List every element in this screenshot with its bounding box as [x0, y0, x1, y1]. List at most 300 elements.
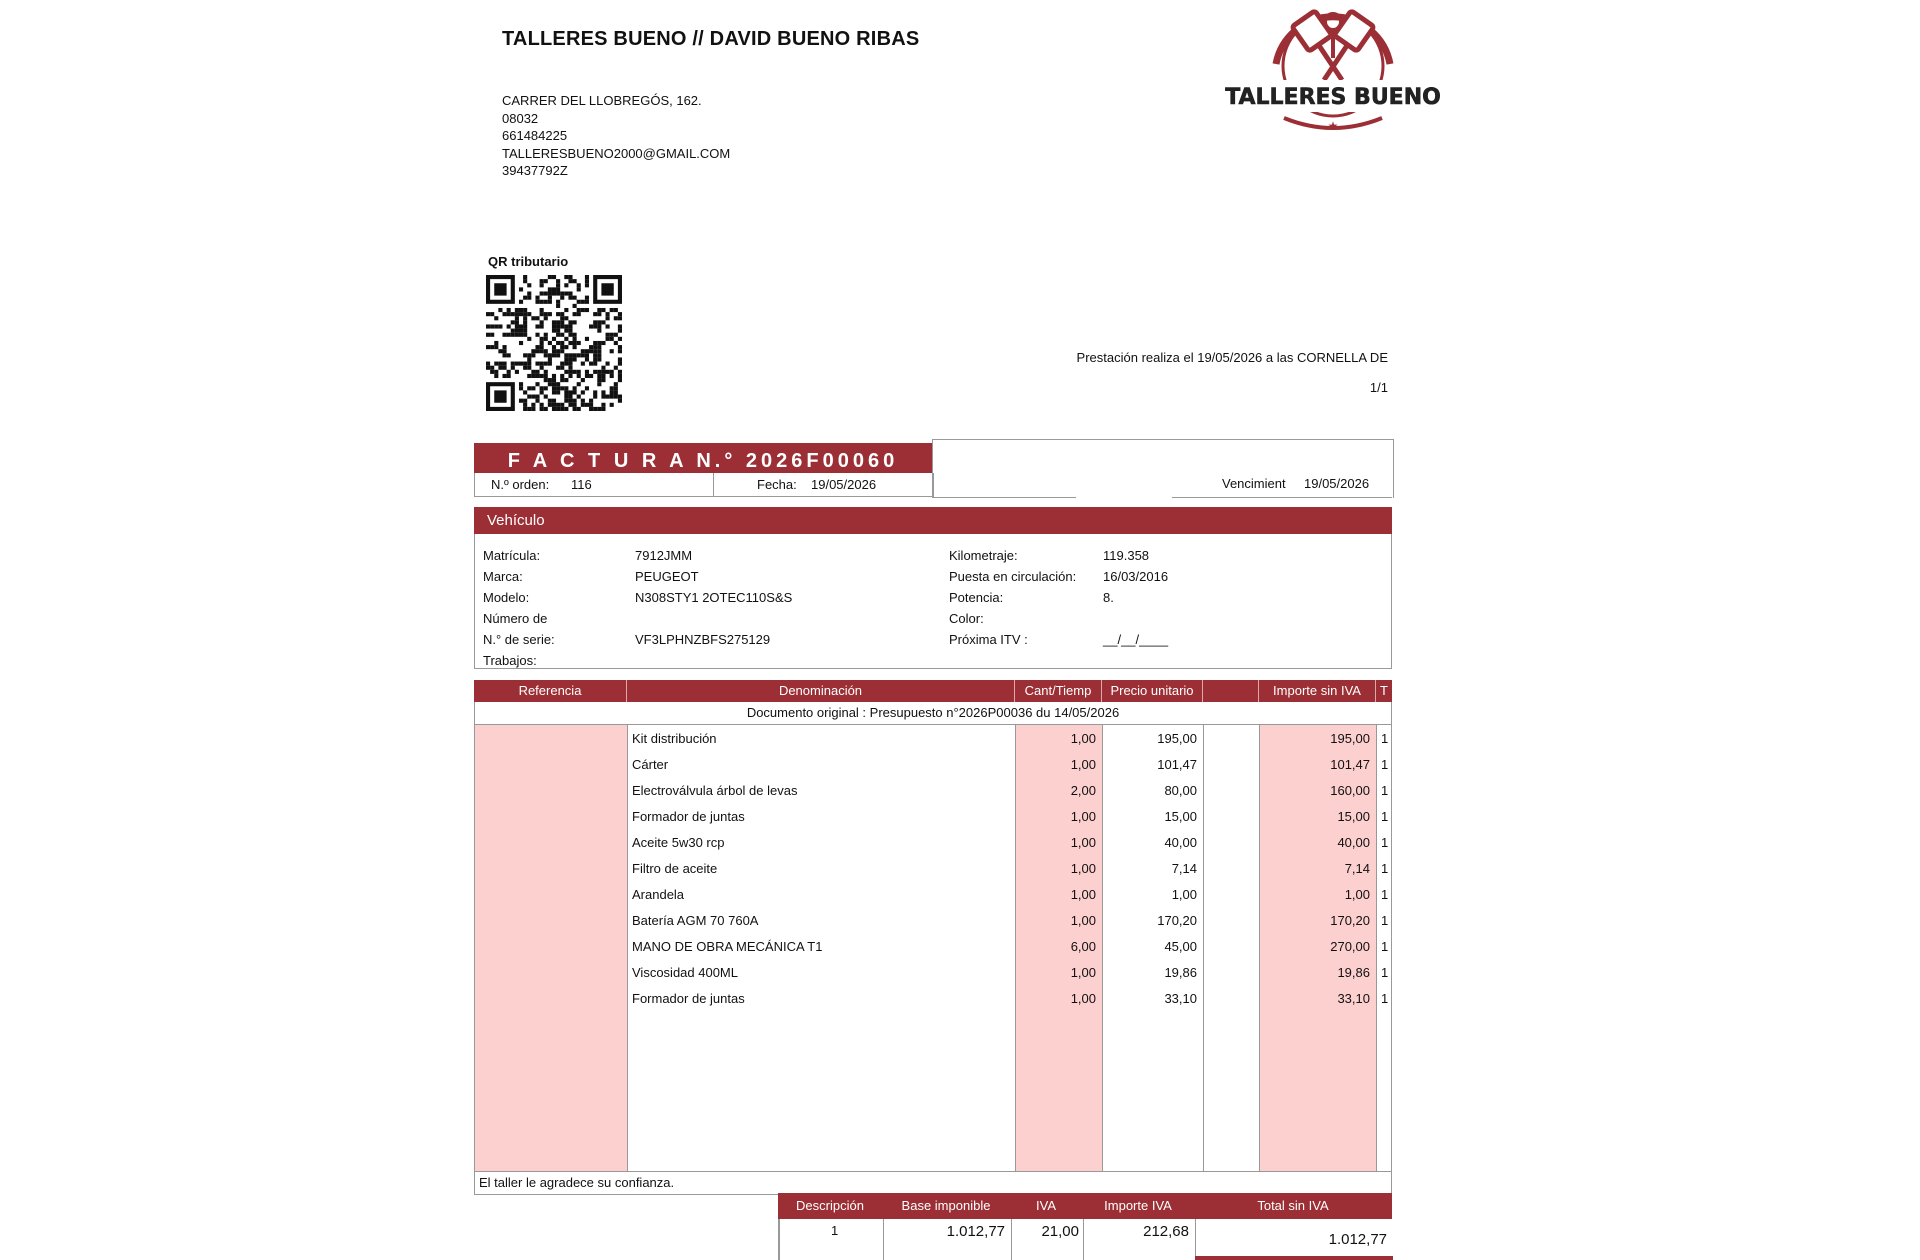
qr-module — [535, 333, 539, 337]
item-tax-code: 1 — [1381, 757, 1389, 772]
item-amount: 101,47 — [1330, 757, 1370, 772]
qr-module — [585, 349, 589, 353]
qr-module — [544, 374, 548, 378]
qr-module — [490, 370, 494, 374]
item-amount: 15,00 — [1337, 809, 1370, 824]
qr-module — [589, 403, 593, 407]
item-tax-code: 1 — [1381, 939, 1389, 954]
totals-vat-rate: 21,00 — [1041, 1223, 1079, 1240]
qr-module — [494, 390, 506, 402]
qr-module — [502, 366, 506, 370]
qr-module — [560, 386, 564, 390]
qr-module — [544, 291, 548, 295]
qr-module — [601, 366, 605, 370]
qr-module — [552, 324, 556, 328]
qr-module — [556, 333, 560, 337]
qr-module — [494, 345, 498, 349]
qr-module — [556, 341, 560, 345]
qr-module — [610, 337, 614, 341]
qr-module — [519, 308, 523, 312]
table-row — [475, 725, 1391, 751]
qr-module — [618, 337, 622, 341]
service-date-location: Prestación realiza el 19/05/2026 a las CORNELLA DE — [1076, 350, 1388, 365]
item-quantity: 1,00 — [1070, 731, 1096, 746]
qr-module — [552, 403, 556, 407]
table-row — [475, 985, 1391, 1011]
col-header-unit-price: Precio unitario — [1110, 683, 1194, 698]
qr-module — [560, 362, 564, 366]
qr-module — [618, 378, 622, 382]
qr-module — [515, 312, 519, 316]
qr-module — [606, 324, 610, 328]
qr-module — [556, 382, 560, 386]
invoice-title: F A C T U R A N.° 2026F00060 — [474, 443, 932, 473]
qr-module — [568, 403, 572, 407]
item-amount: 40,00 — [1337, 835, 1370, 850]
qr-module — [552, 399, 556, 403]
qr-module — [585, 357, 589, 361]
item-unit-price: 195,00 — [1157, 731, 1197, 746]
qr-module — [618, 374, 622, 378]
qr-module — [573, 390, 577, 394]
mileage-value: 119.358 — [1103, 548, 1150, 563]
qr-module — [527, 395, 531, 399]
qr-module — [601, 341, 605, 345]
qr-module — [519, 333, 523, 337]
qr-label: QR tributario — [488, 254, 569, 269]
qr-module — [552, 275, 556, 279]
item-unit-price: 80,00 — [1164, 783, 1197, 798]
qr-module — [585, 296, 589, 300]
qr-module — [577, 283, 581, 287]
qr-module — [515, 329, 519, 333]
qr-module — [614, 366, 618, 370]
item-tax-code: 1 — [1381, 731, 1389, 746]
qr-module — [573, 403, 577, 407]
company-address: CARRER DEL LLOBREGÓS, 162. — [502, 93, 702, 108]
company-logo — [1225, 0, 1441, 140]
item-tax-code: 1 — [1381, 913, 1389, 928]
qr-module — [564, 345, 568, 349]
qr-module — [540, 320, 544, 324]
qr-module — [618, 395, 622, 399]
qr-module — [568, 362, 572, 366]
invoice-meta-row — [474, 473, 934, 497]
item-quantity: 1,00 — [1070, 835, 1096, 850]
qr-module — [556, 366, 560, 370]
qr-module — [540, 283, 544, 287]
qr-module — [540, 362, 544, 366]
qr-module — [564, 283, 568, 287]
qr-module — [560, 333, 564, 337]
qr-module — [560, 345, 564, 349]
total-accent-bar — [1195, 1256, 1393, 1260]
qr-module — [577, 287, 581, 291]
qr-module — [486, 345, 490, 349]
qr-module — [610, 333, 614, 337]
qr-module — [494, 283, 506, 295]
qr-module — [548, 353, 552, 357]
qr-module — [593, 353, 597, 357]
power-label: Potencia: — [949, 590, 1004, 605]
qr-module — [610, 370, 614, 374]
qr-module — [560, 341, 564, 345]
qr-module — [585, 386, 589, 390]
qr-module — [585, 300, 589, 304]
qr-module — [577, 395, 581, 399]
qr-module — [568, 275, 572, 279]
qr-module — [544, 378, 548, 382]
qr-module — [494, 362, 498, 366]
qr-module — [597, 407, 601, 411]
qr-module — [560, 349, 564, 353]
qr-module — [544, 333, 548, 337]
qr-module — [498, 308, 502, 312]
qr-module — [540, 341, 544, 345]
item-quantity: 1,00 — [1070, 965, 1096, 980]
qr-module — [523, 279, 527, 283]
qr-module — [502, 349, 506, 353]
qr-module — [601, 370, 605, 374]
qr-module — [593, 395, 597, 399]
qr-module — [523, 403, 527, 407]
qr-module — [494, 374, 498, 378]
item-quantity: 1,00 — [1070, 991, 1096, 1006]
qr-module — [606, 370, 610, 374]
qr-module — [581, 390, 585, 394]
qr-module — [577, 374, 581, 378]
qr-module — [564, 329, 568, 333]
qr-module — [568, 399, 572, 403]
qr-module — [618, 312, 622, 316]
qr-module — [610, 403, 614, 407]
qr-code — [486, 275, 622, 411]
qr-module — [560, 378, 564, 382]
qr-module — [544, 362, 548, 366]
qr-module — [523, 333, 527, 337]
qr-module — [618, 329, 622, 333]
qr-module — [614, 316, 618, 320]
qr-module — [540, 349, 544, 353]
item-amount: 33,10 — [1337, 991, 1370, 1006]
qr-module — [593, 357, 597, 361]
qr-module — [618, 324, 622, 328]
due-date-value: 19/05/2026 — [1304, 476, 1370, 491]
qr-module — [581, 349, 585, 353]
item-amount: 19,86 — [1337, 965, 1370, 980]
qr-module — [573, 357, 577, 361]
qr-module — [527, 386, 531, 390]
qr-module — [511, 362, 515, 366]
qr-module — [535, 395, 539, 399]
qr-module — [515, 316, 519, 320]
qr-module — [585, 308, 589, 312]
qr-module — [535, 374, 539, 378]
qr-module — [593, 370, 597, 374]
qr-module — [564, 324, 568, 328]
qr-module — [519, 312, 523, 316]
item-quantity: 1,00 — [1070, 757, 1096, 772]
qr-module — [601, 308, 605, 312]
qr-module — [498, 324, 502, 328]
qr-module — [502, 333, 506, 337]
serial-label: N.° de serie: — [483, 632, 555, 647]
items-table-body — [474, 725, 1392, 1171]
divider — [1172, 497, 1392, 498]
qr-module — [490, 345, 494, 349]
brand-label: Marca: — [483, 569, 523, 584]
qr-module — [618, 349, 622, 353]
qr-module — [531, 395, 535, 399]
table-row — [475, 907, 1391, 933]
qr-module — [556, 283, 560, 287]
qr-module — [502, 353, 506, 357]
item-quantity: 6,00 — [1070, 939, 1096, 954]
qr-module — [614, 386, 618, 390]
qr-module — [573, 296, 577, 300]
qr-module — [560, 320, 564, 324]
item-amount: 160,00 — [1330, 783, 1370, 798]
qr-module — [556, 349, 560, 353]
qr-module — [552, 386, 556, 390]
totals-description: 1 — [831, 1223, 839, 1238]
qr-module — [519, 300, 523, 304]
item-quantity: 1,00 — [1070, 861, 1096, 876]
qr-module — [568, 341, 572, 345]
qr-module — [556, 390, 560, 394]
qr-module — [544, 337, 548, 341]
qr-module — [585, 279, 589, 283]
qr-module — [556, 324, 560, 328]
totals-body — [778, 1219, 1391, 1260]
qr-module — [597, 320, 601, 324]
qr-module — [564, 275, 568, 279]
qr-module — [564, 399, 568, 403]
col-header-quantity: Cant/Tiemp — [1024, 683, 1092, 698]
qr-module — [548, 275, 552, 279]
item-amount: 1,00 — [1344, 887, 1370, 902]
qr-module — [597, 357, 601, 361]
qr-module — [540, 407, 544, 411]
qr-module — [502, 312, 506, 316]
qr-module — [589, 362, 593, 366]
company-postal-code: 08032 — [502, 110, 539, 126]
qr-module — [568, 370, 572, 374]
table-row — [475, 803, 1391, 829]
qr-module — [540, 386, 544, 390]
qr-module — [585, 283, 589, 287]
qr-module — [507, 308, 511, 312]
qr-module — [589, 407, 593, 411]
qr-module — [585, 374, 589, 378]
qr-module — [593, 312, 597, 316]
qr-module — [535, 324, 539, 328]
qr-module — [523, 329, 527, 333]
qr-module — [535, 382, 539, 386]
qr-module — [502, 374, 506, 378]
qr-module — [618, 357, 622, 361]
totals-header-vat: IVA — [1036, 1198, 1056, 1213]
qr-module — [552, 349, 556, 353]
qr-module — [597, 308, 601, 312]
power-value: 8. — [1103, 590, 1114, 605]
qr-module — [597, 329, 601, 333]
qr-module — [577, 312, 581, 316]
qr-module — [593, 341, 597, 345]
qr-module — [490, 333, 494, 337]
qr-module — [573, 304, 577, 308]
qr-module — [581, 362, 585, 366]
qr-module — [527, 312, 531, 316]
qr-module — [568, 390, 572, 394]
qr-module — [523, 296, 527, 300]
qr-module — [577, 353, 581, 357]
date-value: 19/05/2026 — [811, 477, 877, 492]
qr-module — [568, 324, 572, 328]
item-unit-price: 19,86 — [1164, 965, 1197, 980]
model-value: N308STY1 2OTEC110S&S — [635, 590, 793, 605]
qr-module — [597, 312, 601, 316]
qr-module — [540, 308, 544, 312]
item-description: Filtro de aceite — [632, 861, 718, 876]
qr-module — [552, 337, 556, 341]
qr-module — [556, 407, 560, 411]
qr-module — [618, 345, 622, 349]
qr-module — [548, 312, 552, 316]
qr-module — [515, 324, 519, 328]
item-unit-price: 101,47 — [1157, 757, 1197, 772]
qr-module — [573, 333, 577, 337]
qr-module — [560, 366, 564, 370]
qr-module — [556, 287, 560, 291]
item-tax-code: 1 — [1381, 965, 1389, 980]
qr-module — [564, 386, 568, 390]
qr-module — [560, 312, 564, 316]
qr-module — [564, 370, 568, 374]
star-icon: ★ — [1327, 119, 1339, 133]
divider — [779, 1219, 780, 1260]
totals-header-base: Base imponible — [901, 1198, 991, 1213]
qr-module — [515, 370, 519, 374]
qr-module — [601, 390, 605, 394]
qr-module — [552, 320, 556, 324]
qr-module — [597, 378, 601, 382]
qr-module — [556, 304, 560, 308]
qr-module — [581, 308, 585, 312]
qr-module — [593, 349, 597, 353]
item-amount: 270,00 — [1330, 939, 1370, 954]
item-tax-code: 1 — [1381, 809, 1389, 824]
qr-module — [523, 366, 527, 370]
divider — [1195, 1219, 1196, 1260]
qr-module — [597, 382, 601, 386]
original-document-note: Documento original : Presupuesto n°2026P00036 du 14/05/2026 — [474, 702, 1392, 725]
qr-module — [486, 312, 490, 316]
qr-module — [560, 324, 564, 328]
qr-module — [606, 362, 610, 366]
qr-module — [606, 333, 610, 337]
qr-module — [502, 345, 506, 349]
qr-module — [507, 353, 511, 357]
qr-module — [548, 341, 552, 345]
qr-module — [577, 370, 581, 374]
registration-date-value: 16/03/2016 — [1103, 569, 1169, 584]
qr-module — [581, 399, 585, 403]
qr-module — [523, 399, 527, 403]
qr-module — [589, 374, 593, 378]
qr-module — [527, 357, 531, 361]
qr-module — [544, 407, 548, 411]
qr-module — [564, 291, 568, 295]
qr-module — [552, 382, 556, 386]
due-date-label: Vencimient — [1222, 476, 1286, 491]
qr-module — [535, 370, 539, 374]
qr-module — [577, 382, 581, 386]
col-header-description: Denominación — [778, 683, 863, 698]
order-value: 116 — [571, 477, 592, 492]
qr-module — [552, 291, 556, 295]
color-label: Color: — [949, 611, 984, 626]
qr-module — [560, 316, 564, 320]
vehicle-details — [474, 534, 1392, 669]
item-tax-code: 1 — [1381, 835, 1389, 850]
table-row — [475, 751, 1391, 777]
qr-module — [597, 341, 601, 345]
qr-module — [560, 374, 564, 378]
table-row — [475, 959, 1391, 985]
qr-module — [540, 390, 544, 394]
qr-module — [577, 300, 581, 304]
item-description: Cárter — [632, 757, 669, 772]
qr-module — [573, 279, 577, 283]
qr-module — [523, 390, 527, 394]
qr-module — [601, 283, 613, 295]
number-label: Número de — [483, 611, 548, 626]
qr-module — [490, 366, 494, 370]
table-row — [475, 881, 1391, 907]
company-tax-id: 39437792Z — [502, 163, 568, 178]
qr-module — [519, 324, 523, 328]
item-description: Formador de juntas — [632, 809, 745, 824]
qr-module — [581, 300, 585, 304]
qr-module — [527, 291, 531, 295]
qr-module — [519, 386, 523, 390]
company-name: TALLERES BUENO // DAVID BUENO RIBAS — [502, 28, 920, 50]
qr-module — [564, 357, 568, 361]
qr-module — [548, 287, 552, 291]
qr-module — [511, 329, 515, 333]
qr-module — [490, 324, 494, 328]
qr-module — [601, 320, 605, 324]
qr-module — [589, 324, 593, 328]
registration-date-label: Puesta en circulación: — [949, 569, 1077, 584]
qr-module — [544, 312, 548, 316]
qr-module — [523, 362, 527, 366]
item-amount: 170,20 — [1330, 913, 1370, 928]
qr-module — [527, 407, 531, 411]
items-table-header — [474, 680, 1392, 702]
qr-module — [527, 366, 531, 370]
divider — [1083, 1219, 1084, 1260]
qr-module — [498, 362, 502, 366]
qr-module — [523, 312, 527, 316]
table-row — [475, 933, 1391, 959]
qr-module — [548, 300, 552, 304]
brand-value: PEUGEOT — [635, 569, 699, 584]
qr-module — [610, 395, 614, 399]
qr-module — [593, 362, 597, 366]
item-quantity: 1,00 — [1070, 913, 1096, 928]
